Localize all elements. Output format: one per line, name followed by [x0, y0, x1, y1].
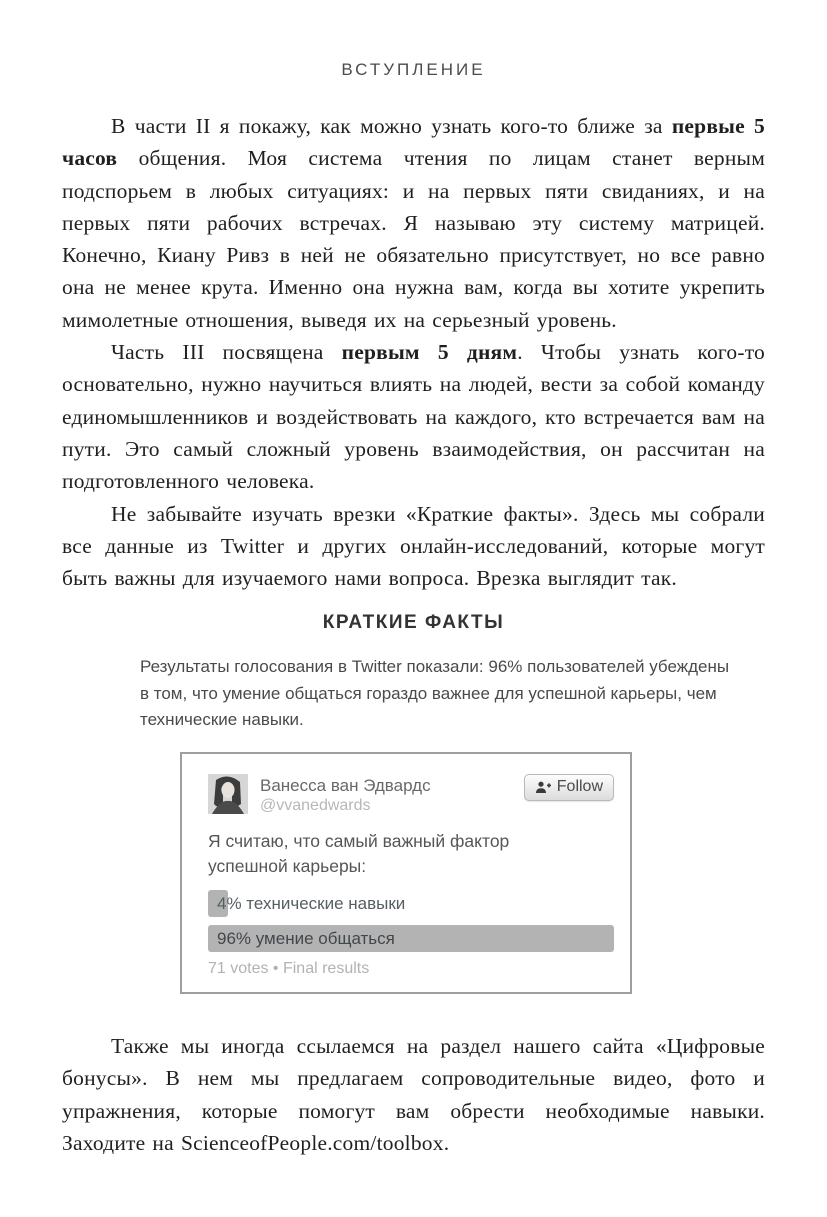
- tweet-author-handle: @vvanedwards: [260, 796, 371, 814]
- bold-phrase: первым 5 дням: [341, 340, 518, 365]
- follow-button[interactable]: [524, 774, 614, 801]
- quick-facts-heading: КРАТКИЕ ФАКТЫ: [322, 612, 505, 634]
- poll-option: [208, 890, 614, 917]
- person-add-icon: [535, 781, 551, 794]
- page-content: [62, 110, 765, 1159]
- tweet-author-name: Ванесса ван Эдвардс: [260, 775, 431, 795]
- paragraph-text: В части II я покажу, как можно узнать кого-то ближе за: [111, 114, 672, 138]
- paragraph: Не забывайте изучать врезки «Краткие факты». Здесь мы собрали все данные из Twitter и других онлайн-исследований, которые могут быть важны для изучаемого нами вопроса. Врезка выглядит так.: [62, 501, 765, 591]
- tweet-identity: [260, 774, 431, 815]
- quick-facts-section: [62, 612, 765, 994]
- poll-label: 96% умение общаться: [217, 928, 395, 948]
- paragraph-text: общения. Моя система чтения по лицам станет верным подспорьем в любых ситуациях: и на первых пяти свиданиях, и на первых пяти рабочих встречах. Я называю эту систему матрицей. Конечно, Киану Ривз в ней не обязательно присутствует, но все равно она не менее крута. Именно она нужна вам, когда вы хотите укрепить мимолетные отношения, выведя их на серьезный уровень.: [62, 146, 765, 332]
- tweet-poll: [208, 890, 614, 952]
- tweet-header: [208, 774, 614, 815]
- poll-votes-text: 71 votes • Final results: [208, 959, 370, 977]
- paragraph: Также мы иногда ссылаемся на раздел нашего сайта «Цифровые бонусы». В нем мы предлагаем сопроводительные видео, фото и упражнения, которые помогут вам обрести необходимые навыки. Заходите на ScienceofPeople.com/toolbox.: [62, 1033, 765, 1155]
- poll-label: 4% технические навыки: [217, 893, 406, 913]
- paragraph: [62, 110, 765, 336]
- tweet-text: Я считаю, что самый важный фактор успешной карьеры:: [208, 830, 510, 876]
- paragraph-text: . Чтобы узнать кого-то основательно, нужно научиться влиять на людей, вести за собой команду единомышленников и воздействовать на каждого, кто встречается вам на пути. Это самый сложный уровень взаимодействия, он рассчитан на подготовленного человека.: [62, 340, 765, 494]
- bold-phrase: первые 5 часов: [62, 114, 765, 171]
- poll-option: [208, 925, 614, 952]
- tweet-card: [180, 752, 632, 994]
- paragraph-text: Часть III посвящена: [111, 340, 342, 365]
- quick-facts-summary: Результаты голосования в Twitter показали: 96% пользователей убеждены в том, что умение общаться гораздо важнее для успешной карьеры, чем технические навыки.: [140, 657, 730, 730]
- avatar-image: [208, 774, 248, 814]
- avatar: [208, 774, 248, 814]
- paragraph: [62, 336, 765, 497]
- follow-button-label: Follow: [556, 778, 603, 796]
- chapter-header: ВСТУПЛЕНИЕ: [341, 60, 486, 79]
